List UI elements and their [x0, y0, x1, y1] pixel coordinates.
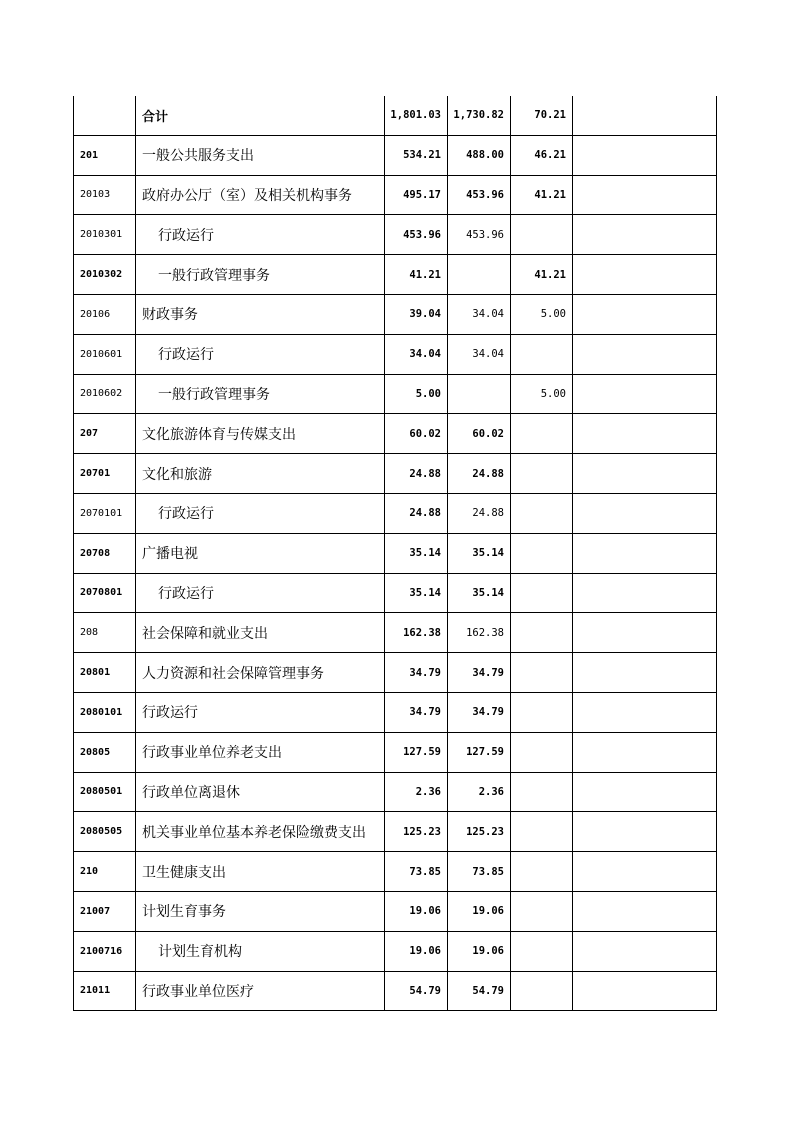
subject-name-cell: 政府办公厅（室）及相关机构事务 — [136, 175, 385, 215]
basic-expenditure-cell: 24.88 — [448, 493, 511, 533]
blank-cell — [573, 692, 717, 732]
total-amount-cell: 24.88 — [385, 493, 448, 533]
total-amount-cell: 19.06 — [385, 891, 448, 931]
total-amount-cell: 34.04 — [385, 334, 448, 374]
blank-cell — [573, 175, 717, 215]
total-amount-cell: 534.21 — [385, 135, 448, 175]
table-body — [74, 96, 717, 1011]
basic-expenditure-cell: 73.85 — [448, 852, 511, 892]
table-row — [74, 653, 717, 693]
blank-cell — [573, 891, 717, 931]
total-amount-cell: 495.17 — [385, 175, 448, 215]
table-row — [74, 812, 717, 852]
table-row — [74, 772, 717, 812]
subject-name-cell: 一般公共服务支出 — [136, 135, 385, 175]
table-row — [74, 931, 717, 971]
table-row — [74, 692, 717, 732]
project-expenditure-cell: 5.00 — [511, 294, 573, 334]
subject-code-cell: 2010302 — [74, 255, 136, 295]
project-expenditure-cell — [511, 613, 573, 653]
subject-name-cell: 卫生健康支出 — [136, 852, 385, 892]
subject-code-cell: 21011 — [74, 971, 136, 1011]
blank-cell — [573, 414, 717, 454]
subject-code-cell: 20103 — [74, 175, 136, 215]
basic-expenditure-cell: 19.06 — [448, 891, 511, 931]
subject-code-cell: 20701 — [74, 454, 136, 494]
total-amount-cell: 453.96 — [385, 215, 448, 255]
subject-code-cell: 2100716 — [74, 931, 136, 971]
blank-cell — [573, 533, 717, 573]
project-expenditure-cell — [511, 891, 573, 931]
subject-code-cell: 2010602 — [74, 374, 136, 414]
subject-name-cell: 行政事业单位养老支出 — [136, 732, 385, 772]
project-expenditure-cell — [511, 653, 573, 693]
subject-name-cell: 财政事务 — [136, 294, 385, 334]
basic-expenditure-cell: 453.96 — [448, 175, 511, 215]
total-amount-cell: 34.79 — [385, 653, 448, 693]
basic-expenditure-cell: 125.23 — [448, 812, 511, 852]
subject-name-cell: 文化旅游体育与传媒支出 — [136, 414, 385, 454]
blank-cell — [573, 971, 717, 1011]
blank-cell — [573, 732, 717, 772]
project-expenditure-cell — [511, 931, 573, 971]
blank-cell — [573, 812, 717, 852]
subject-name-cell: 一般行政管理事务 — [136, 255, 385, 295]
blank-cell — [573, 852, 717, 892]
blank-cell — [573, 96, 717, 135]
basic-expenditure-cell: 60.02 — [448, 414, 511, 454]
table-row — [74, 493, 717, 533]
subject-code-cell: 208 — [74, 613, 136, 653]
subject-code-cell: 2070101 — [74, 493, 136, 533]
project-expenditure-cell — [511, 414, 573, 454]
subject-code-cell: 21007 — [74, 891, 136, 931]
table-row — [74, 414, 717, 454]
total-amount-cell: 5.00 — [385, 374, 448, 414]
blank-cell — [573, 653, 717, 693]
basic-expenditure-cell: 1,730.82 — [448, 96, 511, 135]
table-row — [74, 573, 717, 613]
basic-expenditure-cell: 162.38 — [448, 613, 511, 653]
table-row — [74, 732, 717, 772]
blank-cell — [573, 931, 717, 971]
subject-name-cell: 一般行政管理事务 — [136, 374, 385, 414]
total-amount-cell: 35.14 — [385, 573, 448, 613]
blank-cell — [573, 334, 717, 374]
project-expenditure-cell — [511, 493, 573, 533]
table-row — [74, 175, 717, 215]
subject-code-cell: 2070801 — [74, 573, 136, 613]
subject-code-cell: 2010301 — [74, 215, 136, 255]
total-amount-cell: 35.14 — [385, 533, 448, 573]
project-expenditure-cell — [511, 812, 573, 852]
subject-name-cell: 行政单位离退休 — [136, 772, 385, 812]
basic-expenditure-cell: 24.88 — [448, 454, 511, 494]
subject-code-cell: 2010601 — [74, 334, 136, 374]
blank-cell — [573, 454, 717, 494]
project-expenditure-cell — [511, 215, 573, 255]
basic-expenditure-cell: 35.14 — [448, 533, 511, 573]
table-row — [74, 533, 717, 573]
project-expenditure-cell — [511, 772, 573, 812]
table-row — [74, 334, 717, 374]
basic-expenditure-cell: 35.14 — [448, 573, 511, 613]
project-expenditure-cell — [511, 971, 573, 1011]
project-expenditure-cell: 41.21 — [511, 175, 573, 215]
total-amount-cell: 1,801.03 — [385, 96, 448, 135]
blank-cell — [573, 135, 717, 175]
subject-code-cell: 20106 — [74, 294, 136, 334]
project-expenditure-cell — [511, 533, 573, 573]
total-amount-cell: 34.79 — [385, 692, 448, 732]
table-row — [74, 135, 717, 175]
basic-expenditure-cell: 488.00 — [448, 135, 511, 175]
blank-cell — [573, 374, 717, 414]
table-row — [74, 255, 717, 295]
subject-name-cell: 人力资源和社会保障管理事务 — [136, 653, 385, 693]
basic-expenditure-cell: 2.36 — [448, 772, 511, 812]
table-row — [74, 454, 717, 494]
table-row — [74, 294, 717, 334]
project-expenditure-cell — [511, 454, 573, 494]
basic-expenditure-cell — [448, 255, 511, 295]
subject-name-cell: 机关事业单位基本养老保险缴费支出 — [136, 812, 385, 852]
total-amount-cell: 54.79 — [385, 971, 448, 1011]
project-expenditure-cell — [511, 732, 573, 772]
table-row — [74, 891, 717, 931]
project-expenditure-cell — [511, 573, 573, 613]
total-amount-cell: 19.06 — [385, 931, 448, 971]
basic-expenditure-cell: 453.96 — [448, 215, 511, 255]
blank-cell — [573, 294, 717, 334]
subject-name-cell: 行政事业单位医疗 — [136, 971, 385, 1011]
total-amount-cell: 2.36 — [385, 772, 448, 812]
subject-code-cell: 2080505 — [74, 812, 136, 852]
subject-code-cell: 20708 — [74, 533, 136, 573]
table-row — [74, 374, 717, 414]
subject-name-cell: 行政运行 — [136, 573, 385, 613]
blank-cell — [573, 772, 717, 812]
project-expenditure-cell: 70.21 — [511, 96, 573, 135]
blank-cell — [573, 215, 717, 255]
total-amount-cell: 24.88 — [385, 454, 448, 494]
basic-expenditure-cell: 34.04 — [448, 334, 511, 374]
subject-code-cell: 2080101 — [74, 692, 136, 732]
basic-expenditure-cell: 34.79 — [448, 692, 511, 732]
total-amount-cell: 39.04 — [385, 294, 448, 334]
project-expenditure-cell — [511, 692, 573, 732]
total-row — [74, 96, 717, 135]
project-expenditure-cell: 5.00 — [511, 374, 573, 414]
project-expenditure-cell: 46.21 — [511, 135, 573, 175]
basic-expenditure-cell: 34.04 — [448, 294, 511, 334]
project-expenditure-cell: 41.21 — [511, 255, 573, 295]
subject-code-cell: 210 — [74, 852, 136, 892]
blank-cell — [573, 255, 717, 295]
total-amount-cell: 41.21 — [385, 255, 448, 295]
subject-name-cell: 行政运行 — [136, 692, 385, 732]
subject-code-cell: 2080501 — [74, 772, 136, 812]
basic-expenditure-cell: 19.06 — [448, 931, 511, 971]
basic-expenditure-cell: 54.79 — [448, 971, 511, 1011]
blank-cell — [573, 573, 717, 613]
subject-name-cell: 计划生育事务 — [136, 891, 385, 931]
table-row — [74, 971, 717, 1011]
budget-expenditure-table — [73, 96, 717, 1011]
table-row — [74, 613, 717, 653]
project-expenditure-cell — [511, 852, 573, 892]
subject-name-cell: 广播电视 — [136, 533, 385, 573]
table-row — [74, 215, 717, 255]
subject-code-cell: 201 — [74, 135, 136, 175]
blank-cell — [573, 493, 717, 533]
subject-name-cell: 计划生育机构 — [136, 931, 385, 971]
subject-name-cell: 社会保障和就业支出 — [136, 613, 385, 653]
subject-code-cell — [74, 96, 136, 135]
total-amount-cell: 127.59 — [385, 732, 448, 772]
subject-name-cell: 行政运行 — [136, 215, 385, 255]
basic-expenditure-cell: 127.59 — [448, 732, 511, 772]
subject-name-cell: 合计 — [136, 96, 385, 135]
blank-cell — [573, 613, 717, 653]
basic-expenditure-cell — [448, 374, 511, 414]
total-amount-cell: 125.23 — [385, 812, 448, 852]
subject-code-cell: 20805 — [74, 732, 136, 772]
project-expenditure-cell — [511, 334, 573, 374]
total-amount-cell: 162.38 — [385, 613, 448, 653]
subject-code-cell: 20801 — [74, 653, 136, 693]
subject-name-cell: 文化和旅游 — [136, 454, 385, 494]
total-amount-cell: 60.02 — [385, 414, 448, 454]
basic-expenditure-cell: 34.79 — [448, 653, 511, 693]
subject-code-cell: 207 — [74, 414, 136, 454]
table-row — [74, 852, 717, 892]
total-amount-cell: 73.85 — [385, 852, 448, 892]
subject-name-cell: 行政运行 — [136, 334, 385, 374]
subject-name-cell: 行政运行 — [136, 493, 385, 533]
